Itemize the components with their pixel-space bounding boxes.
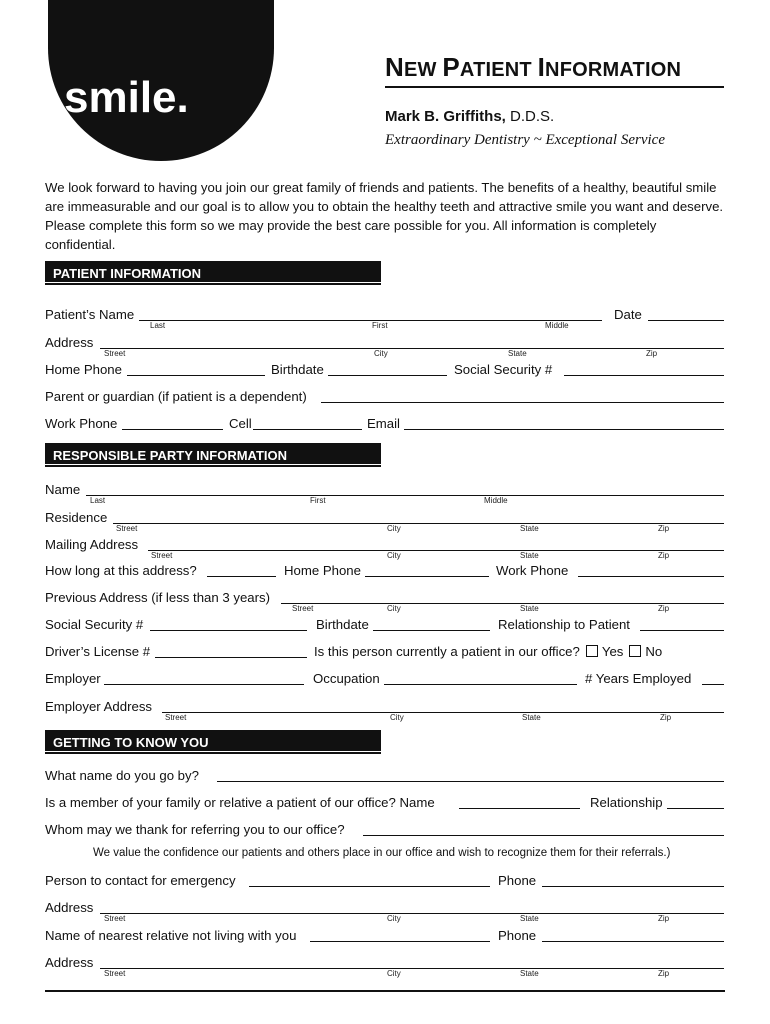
- ssn-field[interactable]: [564, 375, 724, 376]
- title-rule: [385, 86, 724, 88]
- sub-state: State: [520, 914, 539, 923]
- referral-label: Whom may we thank for referring you to our office?: [45, 822, 345, 837]
- birthdate-label: Birthdate: [271, 362, 324, 377]
- emergency-address-label: Address: [45, 900, 94, 915]
- sub-street: Street: [116, 524, 138, 533]
- yes-label: Yes: [601, 644, 624, 659]
- how-long-label: How long at this address?: [45, 563, 197, 578]
- yes-checkbox[interactable]: [586, 645, 598, 657]
- ssn-label: Social Security #: [454, 362, 553, 377]
- residence-label: Residence: [45, 510, 108, 525]
- sub-last: Last: [150, 321, 166, 330]
- sub-first: First: [372, 321, 388, 330]
- sub-city: City: [390, 713, 404, 722]
- emergency-contact-field[interactable]: [249, 886, 490, 887]
- section-responsible-party: RESPONSIBLE PARTY INFORMATION: [45, 443, 381, 467]
- email-field[interactable]: [404, 429, 724, 430]
- tagline: Extraordinary Dentistry ~ Exceptional Service: [385, 132, 665, 148]
- sub-city: City: [374, 349, 388, 358]
- section-patient-information: PATIENT INFORMATION: [45, 261, 381, 285]
- sub-city: City: [387, 551, 401, 560]
- sub-street: Street: [104, 349, 126, 358]
- sub-city: City: [387, 914, 401, 923]
- patient-name-label: Patient’s Name: [45, 307, 135, 322]
- referral-note: We value the confidence our patients and others place in our office and wish to recognize them for their referrals.): [93, 847, 671, 859]
- referral-field[interactable]: [363, 835, 724, 836]
- family-relationship-field[interactable]: [667, 808, 724, 809]
- sub-zip: Zip: [658, 914, 670, 923]
- intro-paragraph: We look forward to having you join our great family of friends and patients. The benefits of a healthy, beautiful smile are immeasurable and our goal is to allow you to obtain the healthy teeth and attractive smile you want and deserve. Please complete this form so we may provide the best care possible for you. All information is completely confidential.: [45, 180, 724, 252]
- smile-logo: [48, 0, 274, 162]
- license-field[interactable]: [155, 657, 307, 658]
- emergency-phone-label: Phone: [498, 873, 537, 888]
- sub-state: State: [520, 604, 539, 613]
- cell-field[interactable]: [253, 429, 362, 430]
- occupation-field[interactable]: [384, 684, 577, 685]
- rp-work-phone-label: Work Phone: [496, 563, 569, 578]
- sub-street: Street: [104, 969, 126, 978]
- emergency-phone-field[interactable]: [542, 886, 724, 887]
- license-label: Driver’s License #: [45, 644, 151, 659]
- sub-zip: Zip: [658, 969, 670, 978]
- no-checkbox[interactable]: [629, 645, 641, 657]
- cell-label: Cell: [229, 416, 252, 431]
- guardian-field[interactable]: [321, 402, 724, 403]
- relative-phone-label: Phone: [498, 928, 537, 943]
- rp-name-label: Name: [45, 482, 81, 497]
- date-label: Date: [614, 307, 642, 322]
- birthdate-field[interactable]: [328, 375, 447, 376]
- sub-street: Street: [292, 604, 314, 613]
- sub-zip: Zip: [658, 551, 670, 560]
- sub-zip: Zip: [660, 713, 672, 722]
- employer-label: Employer: [45, 671, 101, 686]
- sub-state: State: [508, 349, 527, 358]
- sub-middle: Middle: [484, 496, 508, 505]
- date-field[interactable]: [648, 320, 724, 321]
- family-member-field[interactable]: [459, 808, 580, 809]
- work-phone-field[interactable]: [122, 429, 223, 430]
- sub-city: City: [387, 969, 401, 978]
- emergency-address-field[interactable]: [100, 913, 724, 914]
- relative-address-field[interactable]: [100, 968, 724, 969]
- patient-address-label: Address: [45, 335, 94, 350]
- family-relationship-label: Relationship: [590, 795, 663, 810]
- years-employed-field[interactable]: [702, 684, 724, 685]
- sub-zip: Zip: [646, 349, 658, 358]
- previous-address-label: Previous Address (if less than 3 years): [45, 590, 271, 605]
- rp-ssn-field[interactable]: [150, 630, 307, 631]
- sub-street: Street: [104, 914, 126, 923]
- rp-work-phone-field[interactable]: [578, 576, 724, 577]
- sub-city: City: [387, 524, 401, 533]
- employer-field[interactable]: [104, 684, 304, 685]
- sub-middle: Middle: [545, 321, 569, 330]
- mailing-label: Mailing Address: [45, 537, 139, 552]
- relative-address-label: Address: [45, 955, 94, 970]
- sub-street: Street: [151, 551, 173, 560]
- emergency-contact-label: Person to contact for emergency: [45, 873, 236, 888]
- patient-name-field[interactable]: [139, 320, 602, 321]
- how-long-field[interactable]: [207, 576, 276, 577]
- no-label: No: [645, 644, 663, 659]
- section-getting-to-know-you: GETTING TO KNOW YOU: [45, 730, 381, 754]
- sub-first: First: [310, 496, 326, 505]
- sub-street: Street: [165, 713, 187, 722]
- sub-zip: Zip: [658, 604, 670, 613]
- sub-state: State: [520, 524, 539, 533]
- rp-home-phone-field[interactable]: [365, 576, 489, 577]
- form-title: NEW PATIENT INFORMATION: [385, 52, 682, 82]
- is-patient-question: Is this person currently a patient in our office? Yes No: [314, 644, 663, 659]
- occupation-label: Occupation: [313, 671, 380, 686]
- rp-ssn-label: Social Security #: [45, 617, 144, 632]
- employer-address-label: Employer Address: [45, 699, 153, 714]
- sub-city: City: [387, 604, 401, 613]
- sub-zip: Zip: [658, 524, 670, 533]
- relative-phone-field[interactable]: [542, 941, 724, 942]
- mailing-field[interactable]: [148, 550, 724, 551]
- home-phone-field[interactable]: [127, 375, 265, 376]
- years-employed-label: # Years Employed: [585, 671, 692, 686]
- work-phone-label: Work Phone: [45, 416, 118, 431]
- bottom-rule: [45, 990, 725, 992]
- sub-last: Last: [90, 496, 106, 505]
- employer-address-field[interactable]: [162, 712, 724, 713]
- sub-state: State: [520, 969, 539, 978]
- relationship-field[interactable]: [640, 630, 724, 631]
- relationship-label: Relationship to Patient: [498, 617, 630, 632]
- rp-birthdate-field[interactable]: [373, 630, 490, 631]
- family-member-label: Is a member of your family or relative a patient of our office? Name: [45, 795, 435, 810]
- relative-label: Name of nearest relative not living with you: [45, 928, 297, 943]
- email-label: Email: [367, 416, 400, 431]
- rp-home-phone-label: Home Phone: [284, 563, 361, 578]
- guardian-label: Parent or guardian (if patient is a dependent): [45, 389, 307, 404]
- relative-field[interactable]: [310, 941, 490, 942]
- patient-address-field[interactable]: [100, 348, 724, 349]
- go-by-label: What name do you go by?: [45, 768, 199, 783]
- dentist-name: Mark B. Griffiths, D.D.S.: [385, 108, 555, 125]
- residence-field[interactable]: [113, 523, 724, 524]
- home-phone-label: Home Phone: [45, 362, 122, 377]
- rp-birthdate-label: Birthdate: [316, 617, 369, 632]
- logo-text: smile.: [64, 73, 189, 122]
- go-by-field[interactable]: [217, 781, 724, 782]
- sub-state: State: [522, 713, 541, 722]
- rp-name-field[interactable]: [86, 495, 724, 496]
- sub-state: State: [520, 551, 539, 560]
